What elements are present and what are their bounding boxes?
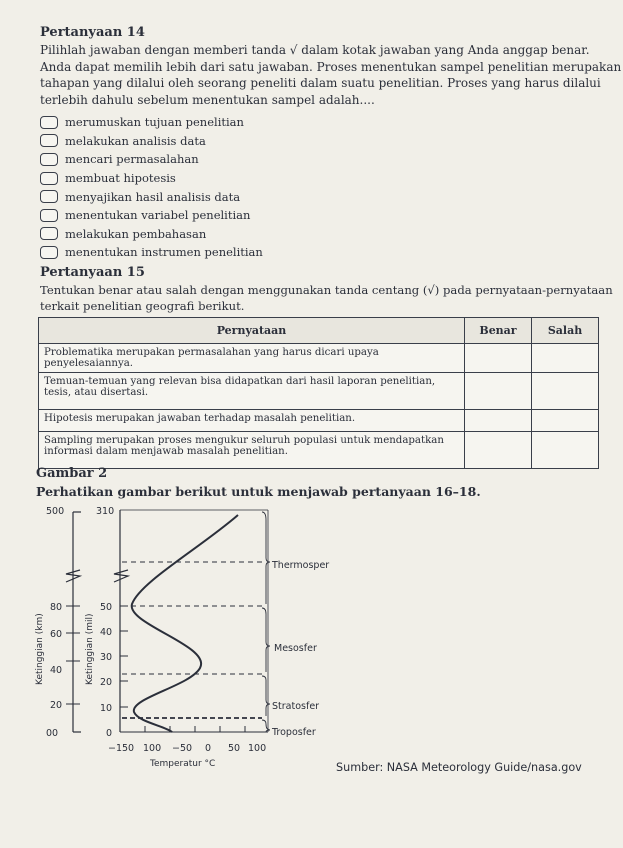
answer-checkbox[interactable]	[40, 153, 58, 166]
q14-option	[40, 169, 263, 188]
layer-label: Troposfer	[272, 727, 316, 738]
q15-text-line: terkait penelitian geografi berikut.	[40, 299, 245, 313]
x-tick-label: 0	[205, 743, 212, 754]
option-label: melakukan pembahasan	[65, 226, 207, 241]
table-header-row	[39, 318, 599, 344]
layer-label: Thermosper	[272, 560, 330, 571]
mil-tick-label: 20	[100, 677, 113, 688]
false-answer-cell[interactable]	[532, 344, 599, 373]
statement-cell: Hipotesis merupakan jawaban terhadap masalah penelitian.	[39, 410, 465, 432]
col-header-false: Salah	[532, 318, 599, 344]
brace-troposphere	[262, 720, 270, 732]
q14-text-line: tahapan yang dilalui oleh seorang peneliti dalam suatu penelitian. Proses yang harus dilalui	[40, 76, 601, 90]
mil-ticks	[120, 606, 128, 707]
true-answer-cell[interactable]	[465, 410, 532, 432]
option-label: menyajikan hasil analisis data	[65, 189, 241, 204]
km-tick-label: 500	[46, 506, 65, 517]
option-label: merumuskan tujuan penelitian	[65, 115, 244, 130]
mil-tick-label: 10	[100, 703, 113, 714]
option-label: mencari permasalahan	[65, 152, 199, 167]
answer-checkbox[interactable]	[40, 209, 58, 222]
option-label: menentukan instrumen penelitian	[65, 245, 263, 260]
q15-title: Pertanyaan 15	[40, 265, 145, 280]
true-answer-cell[interactable]	[465, 344, 532, 373]
col-header-statement: Pernyataan	[39, 318, 465, 344]
q14-text-line: Anda dapat memilih lebih dari satu jawaban. Proses menentukan sampel penelitian merupakan	[40, 59, 622, 74]
mil-axis-break	[114, 570, 128, 582]
q15-text-line: Tentukan benar atau salah dengan menggunakan tanda centang (√) pada pernyataan-pernyataan	[40, 283, 613, 297]
km-tick-label: 40	[50, 665, 63, 676]
statement-cell: Temuan-temuan yang relevan bisa didapatkan dari hasil laporan penelitian, tesis, atau disertasi.	[39, 373, 465, 410]
q14-option	[40, 113, 263, 132]
q14-text-line: terlebih dahulu sebelum menentukan sampel adalah....	[40, 92, 375, 107]
mil-tick-label: 0	[106, 728, 113, 739]
option-label: melakukan analisis data	[65, 133, 206, 148]
mil-tick-label: 30	[100, 652, 113, 663]
q14-text-line: Pilihlah jawaban dengan memberi tanda √ dalam kotak jawaban yang Anda anggap benar.	[40, 43, 590, 57]
brace-thermosphere	[262, 512, 270, 604]
x-tick-label: 100	[143, 743, 162, 754]
true-answer-cell[interactable]	[465, 373, 532, 410]
q14-option	[40, 206, 263, 225]
answer-checkbox[interactable]	[40, 246, 58, 259]
table-row	[39, 432, 599, 469]
brace-stratosphere	[262, 676, 270, 716]
answer-checkbox[interactable]	[40, 190, 58, 203]
brace-mesosphere	[262, 608, 270, 672]
q14-options	[40, 113, 263, 262]
x-tick-label: −50	[172, 743, 193, 754]
mil-tick-label: 40	[100, 627, 113, 638]
mil-tick-label: 50	[100, 602, 113, 613]
mil-tick-label: 310	[96, 506, 115, 517]
answer-checkbox[interactable]	[40, 227, 58, 240]
x-axis-title: Temperatur °C	[150, 759, 216, 769]
km-tick-label: 80	[50, 602, 63, 613]
km-tick-label: 20	[50, 700, 63, 711]
true-answer-cell[interactable]	[465, 432, 532, 469]
layer-label: Mesosfer	[274, 643, 317, 654]
statement-cell: Sampling merupakan proses mengukur seluruh populasi untuk mendapatkan informasi dalam menjawab masalah penelitian.	[39, 432, 465, 469]
mil-axis-title: Ketinggian (mil)	[85, 613, 95, 685]
false-answer-cell[interactable]	[532, 373, 599, 410]
q14-title: Pertanyaan 14	[40, 25, 145, 40]
x-tick-label: 100	[248, 743, 267, 754]
true-false-table	[38, 317, 599, 469]
x-tick-label: −150	[108, 743, 135, 754]
answer-checkbox[interactable]	[40, 116, 58, 129]
table-row	[39, 410, 599, 432]
figure-caption: Gambar 2	[36, 466, 108, 481]
statement-cell: Problematika merupakan permasalahan yang harus dicari upaya penyelesaiannya.	[39, 344, 465, 373]
km-tick-label: 00	[46, 728, 59, 739]
q14-option	[40, 132, 263, 151]
false-answer-cell[interactable]	[532, 432, 599, 469]
answer-checkbox[interactable]	[40, 134, 58, 147]
table-row	[39, 344, 599, 373]
answer-checkbox[interactable]	[40, 172, 58, 185]
figure-instruction: Perhatikan gambar berikut untuk menjawab pertanyaan 16–18.	[36, 484, 481, 499]
x-tick-label: 50	[228, 743, 241, 754]
q14-option	[40, 243, 263, 262]
q14-option	[40, 225, 263, 244]
table-row	[39, 373, 599, 410]
km-tick-label: 60	[50, 629, 63, 640]
col-header-true: Benar	[465, 318, 532, 344]
temperature-curve	[132, 515, 238, 732]
km-axis-title: Ketinggian (km)	[35, 613, 45, 685]
q14-option	[40, 187, 263, 206]
figure-source: Sumber: NASA Meteorology Guide/nasa.gov	[336, 761, 582, 774]
false-answer-cell[interactable]	[532, 410, 599, 432]
layer-label: Stratosfer	[272, 701, 320, 712]
q14-option	[40, 150, 263, 169]
option-label: menentukan variabel penelitian	[65, 208, 251, 223]
option-label: membuat hipotesis	[65, 171, 176, 186]
atmosphere-chart	[0, 500, 420, 780]
